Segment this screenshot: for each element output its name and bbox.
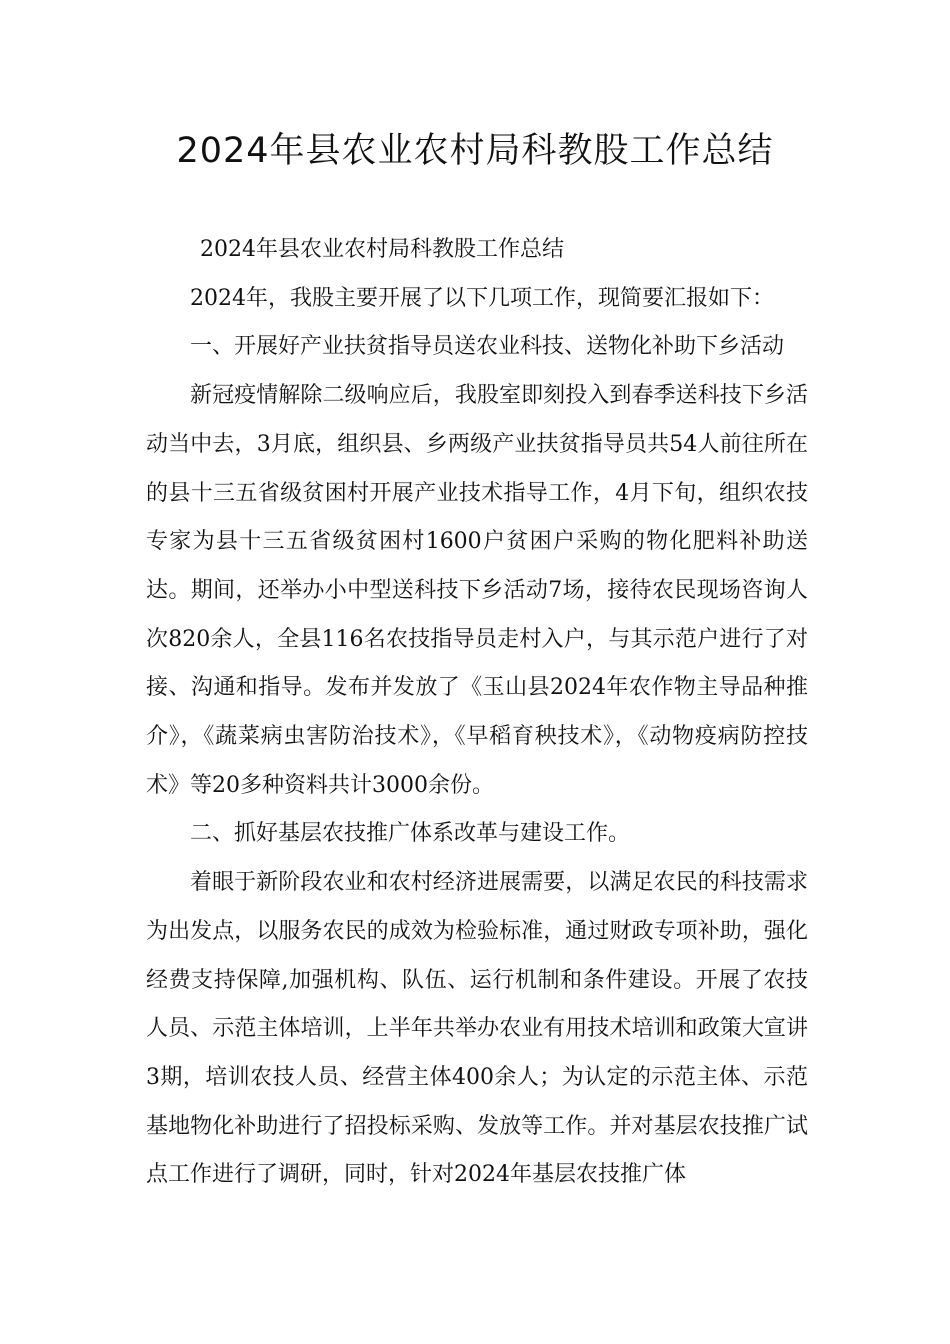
section-1-paragraph: 新冠疫情解除二级响应后，我股室即刻投入到春季送科技下乡活动当中去，3月底，组织县、乡两级产业扶贫指导员共54人前往所在的县十三五省级贫困村开展产业技术指导工作，4月下旬，组织农技专家为县十三五省级贫困村1600户贫困户采购的物化肥料补助送达。期间，还举办小中型送科技下乡活动7场，接待农民现场咨询人次820余人，全县116名农技指导员走村入户，与其示范户进行了对接、沟通和指导。发布并发放了《玉山县2024年农作物主导品种推介》，《蔬菜病虫害防治技术》，《早稻育秧技术》，《动物疫病防控技术》等20多种资料共计3000余份。 [146,383,808,798]
document-subtitle-paragraph: 2024年县农业农村局科教股工作总结 [200,237,564,262]
section-heading-1: 一、开展好产业扶贫指导员送农业科技、送物化补助下乡活动 [190,334,785,360]
intro-paragraph: 2024年，我股主要开展了以下几项工作，现简要汇报如下： [190,285,774,311]
document-title: 2024年县农业农村局科教股工作总结 [176,131,774,171]
section-2-paragraph: 着眼于新阶段农业和农村经济进展需要，以满足农民的科技需求为出发点，以服务农民的成效为检验标准，通过财政专项补助，强化经费支持保障,加强机构、队伍、运行机制和条件建设。开展了农技人员、示范主体培训，上半年共举办农业有用技术培训和政策大宣讲3期，培训农技人员、经营主体400余人；为认定的示范主体、示范基地物化补助进行了招投标采购、发放等工作。并对基层农技推广试点工作进行了调研，同时，针对2024年基层农技推广体 [146,870,808,1188]
document-body [146,226,808,1200]
section-heading-2: 二、抓好基层农技推广体系改革与建设工作。 [190,821,631,847]
